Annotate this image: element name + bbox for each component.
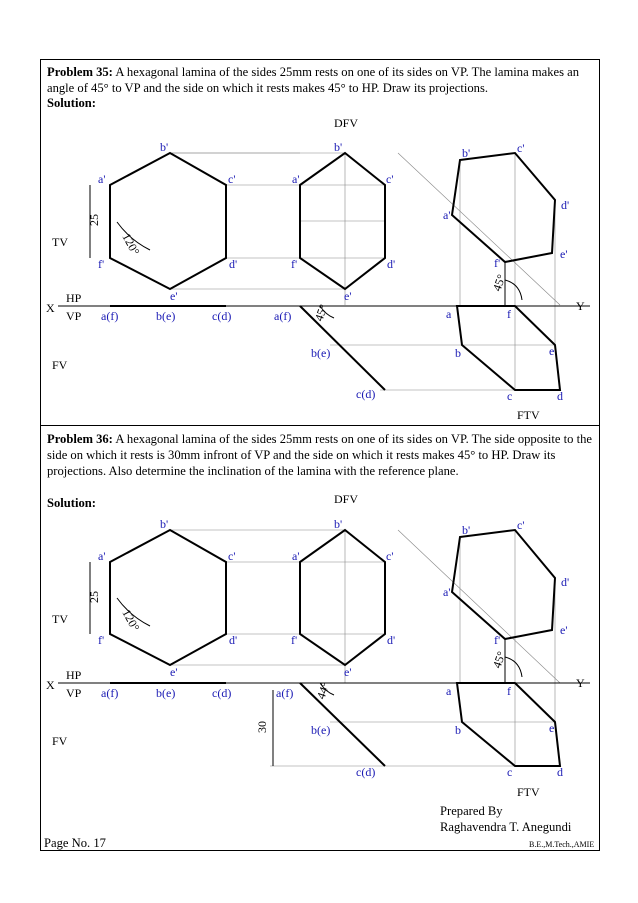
ftv-label-36: FTV	[517, 785, 540, 799]
label-f-35: f	[507, 307, 511, 321]
angle-44-36: 44°	[313, 680, 333, 702]
vp-label-35: VP	[66, 309, 82, 323]
label-c1b-35: c'	[386, 172, 394, 186]
tv-label-35: TV	[52, 235, 68, 249]
hexagon-final-tv-36	[452, 530, 555, 639]
vp-label-36: VP	[66, 686, 82, 700]
label-f1-35: f'	[98, 257, 105, 271]
label-c-36: c	[507, 765, 513, 779]
author-name: Raghavendra T. Anegundi	[440, 820, 572, 834]
label-cd2-35: c(d)	[356, 387, 376, 401]
ftv-label-35: FTV	[517, 408, 540, 422]
label-b1c-35: b'	[462, 146, 471, 160]
label-af-35: a(f)	[101, 309, 119, 323]
label-d1c-35: d'	[561, 198, 570, 212]
arc-45-fv-35	[505, 280, 522, 300]
label-a1-36: a'	[98, 549, 106, 563]
label-e1-36: e'	[170, 665, 178, 679]
y-label-36: Y	[576, 676, 585, 690]
label-e1b-35: e'	[344, 289, 352, 303]
label-af2-36: a(f)	[276, 686, 294, 700]
problem-35-solution: Solution:	[47, 96, 96, 110]
label-c1-36: c'	[228, 549, 236, 563]
label-cd-36: c(d)	[212, 686, 232, 700]
label-b1b-36: b'	[334, 517, 343, 531]
label-cd2-36: c(d)	[356, 765, 376, 779]
hexagon-true-shape-35	[110, 153, 226, 289]
hexagon-final-tv-35	[452, 153, 555, 262]
problem-35-drawing	[46, 116, 590, 422]
problem-36-drawing	[46, 492, 590, 799]
label-b1-35: b'	[160, 140, 169, 154]
label-c-35: c	[507, 389, 513, 403]
problem-36-text: A hexagonal lamina of the sides 25mm rests on one of its sides on VP. The side opposite to the side on which it rests is 30mm infront of VP and the side on which it rests makes 45° to HP. Draw its projections. Also determine the inclination of the lamina with the reference plane.	[47, 432, 592, 478]
problem-36-solution: Solution:	[47, 496, 96, 510]
angle-45b-35: 45°	[311, 302, 331, 324]
label-e1b-36: e'	[344, 665, 352, 679]
label-a1b-35: a'	[292, 172, 300, 186]
label-a1c-36: a'	[443, 585, 451, 599]
label-b-35: b	[455, 346, 461, 360]
hexagon-true-shape-36	[110, 530, 226, 665]
label-cd-35: c(d)	[212, 309, 232, 323]
label-be-35: b(e)	[156, 309, 176, 323]
label-d1b-36: d'	[387, 633, 396, 647]
label-f1-36: f'	[98, 633, 105, 647]
label-b1-36: b'	[160, 517, 169, 531]
construction-lines-35	[170, 153, 560, 390]
label-e-36: e	[549, 721, 555, 735]
angle-120-36: 120°	[119, 606, 143, 634]
angle-120-35: 120°	[119, 230, 143, 258]
label-f1b-35: f'	[291, 257, 298, 271]
label-d1-36: d'	[229, 633, 238, 647]
label-b1c-36: b'	[462, 523, 471, 537]
angle-45a-35: 45°	[489, 272, 509, 294]
label-c1-35: c'	[228, 172, 236, 186]
y-label-35: Y	[576, 299, 585, 313]
label-d1c-36: d'	[561, 575, 570, 589]
prepared-by: Prepared By	[440, 804, 503, 818]
angle-45-36: 45°	[489, 649, 509, 671]
problem-35-heading: Problem 35:	[47, 65, 113, 79]
tv-label-36: TV	[52, 612, 68, 626]
problem-36-heading: Problem 36:	[47, 432, 113, 446]
label-a-36: a	[446, 684, 452, 698]
label-d1b-35: d'	[387, 257, 396, 271]
label-c1c-35: c'	[517, 141, 525, 155]
dim-25-36: 25	[87, 591, 101, 603]
author-degrees: B.E.,M.Tech.,AMIE	[529, 840, 595, 849]
label-d-35: d	[557, 389, 563, 403]
label-c1c-36: c'	[517, 518, 525, 532]
label-e-35: e	[549, 344, 555, 358]
label-af2-35: a(f)	[274, 309, 292, 323]
label-be2-35: b(e)	[311, 346, 331, 360]
label-b-36: b	[455, 723, 461, 737]
label-a1c-35: a'	[443, 208, 451, 222]
label-be2-36: b(e)	[311, 723, 331, 737]
hp-label-36: HP	[66, 668, 82, 682]
dfv-label-36: DFV	[334, 492, 359, 506]
label-d-36: d	[557, 765, 563, 779]
label-f1c-36: f'	[494, 633, 501, 647]
label-e1c-35: e'	[560, 247, 568, 261]
label-b1b-35: b'	[334, 140, 343, 154]
label-a1-35: a'	[98, 172, 106, 186]
label-af-36: a(f)	[101, 686, 119, 700]
hexagon-tilted-36	[300, 530, 385, 665]
x-label-36: X	[46, 678, 55, 692]
fv-label-35: FV	[52, 358, 68, 372]
construction-lines-36	[170, 530, 560, 766]
dim-30-36: 30	[255, 721, 269, 733]
label-e1c-36: e'	[560, 623, 568, 637]
fv-label-36: FV	[52, 734, 68, 748]
label-f1b-36: f'	[291, 633, 298, 647]
dfv-label-35: DFV	[334, 116, 359, 130]
problem-35-text: A hexagonal lamina of the sides 25mm rests on one of its sides on VP. The lamina makes an angle of 45° to VP and the side on which it rests makes 45° to HP. Draw its projections.	[47, 65, 580, 95]
x-label-35: X	[46, 301, 55, 315]
label-be-36: b(e)	[156, 686, 176, 700]
label-e1-35: e'	[170, 289, 178, 303]
hp-label-35: HP	[66, 291, 82, 305]
page-number: Page No. 17	[44, 836, 106, 850]
label-d1-35: d'	[229, 257, 238, 271]
label-c1b-36: c'	[386, 549, 394, 563]
label-f1c-35: f'	[494, 256, 501, 270]
label-a-35: a	[446, 307, 452, 321]
label-f-36: f	[507, 684, 511, 698]
dim-25-35: 25	[87, 214, 101, 226]
label-a1b-36: a'	[292, 549, 300, 563]
